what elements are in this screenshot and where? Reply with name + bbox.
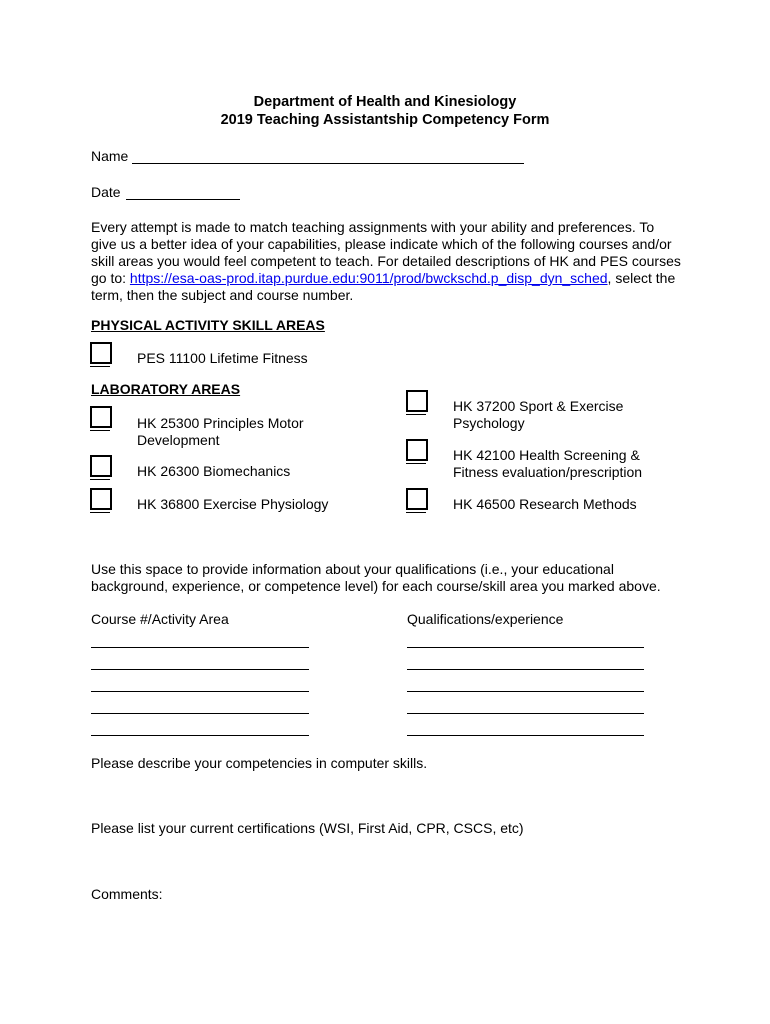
checkbox-hk-25300[interactable] — [90, 406, 112, 428]
qualifications-column-header: Qualifications/experience — [407, 611, 564, 627]
item-label-hk-42100: HK 42100 Health Screening & Fitness evaluation/prescription — [453, 447, 643, 480]
item-label-hk-37200: HK 37200 Sport & Exercise Psychology — [453, 398, 624, 431]
certifications-prompt: Please list your current certifications (WSI, First Aid, CPR, CSCS, etc) — [91, 820, 524, 836]
certifications-answer-area[interactable] — [91, 840, 681, 880]
course-line-5[interactable] — [91, 735, 309, 736]
date-label: Date — [91, 184, 121, 200]
item-label-hk-25300: HK 25300 Principles Motor Development — [137, 415, 304, 448]
course-line-4[interactable] — [91, 713, 309, 714]
course-line-1[interactable] — [91, 647, 309, 648]
intro-text: Every attempt is made to match teaching assignments with your ability and preferences. To give us a better idea of your capabilities, please indicate which of the following courses and/or skill areas you would feel competent to teach. For detailed descriptions of HK and PES courses go to: — [91, 219, 681, 286]
checkbox-hk-42100[interactable] — [406, 439, 428, 461]
computer-skills-answer-area[interactable] — [91, 775, 681, 815]
item-label-hk-26300: HK 26300 Biomechanics — [137, 463, 291, 479]
department-title: Department of Health and Kinesiology — [253, 94, 517, 110]
checkbox-hk-36800[interactable] — [90, 488, 112, 510]
physical-activity-heading: PHYSICAL ACTIVITY SKILL AREAS — [91, 317, 325, 333]
computer-skills-prompt: Please describe your competencies in computer skills. — [91, 755, 428, 771]
checkbox-hk-46500[interactable] — [406, 488, 428, 510]
schedule-link[interactable]: https://esa-oas-prod.itap.purdue.edu:9011/prod/bwckschd.p_disp_dyn_sched — [129, 270, 608, 286]
comments-label: Comments: — [91, 886, 163, 902]
qualification-line-4[interactable] — [407, 713, 644, 714]
intro-paragraph — [91, 219, 681, 304]
checkbox-hk-37200[interactable] — [406, 390, 428, 412]
name-label: Name — [91, 148, 129, 164]
checkbox-pes-11100[interactable] — [90, 342, 112, 364]
course-line-2[interactable] — [91, 669, 309, 670]
qualification-line-2[interactable] — [407, 669, 644, 670]
item-label-hk-46500: HK 46500 Research Methods — [453, 496, 637, 512]
comments-answer-area[interactable] — [91, 906, 681, 996]
laboratory-heading: LABORATORY AREAS — [91, 381, 241, 397]
name-field[interactable] — [132, 163, 524, 164]
form-title: 2019 Teaching Assistantship Competency Form — [220, 112, 550, 128]
qualification-line-1[interactable] — [407, 647, 644, 648]
checkbox-hk-26300[interactable] — [90, 455, 112, 477]
qualifications-instructions: Use this space to provide information about your qualifications (i.e., your educational background, experience, or competence level) for each course/skill area you marked above. — [91, 561, 661, 594]
course-column-header: Course #/Activity Area — [91, 611, 229, 627]
qualification-line-5[interactable] — [407, 735, 644, 736]
intro-text-end: , select the term, then the subject and course number. — [91, 270, 676, 303]
course-line-3[interactable] — [91, 691, 309, 692]
qualification-line-3[interactable] — [407, 691, 644, 692]
item-label-hk-36800: HK 36800 Exercise Physiology — [137, 496, 329, 512]
date-field[interactable] — [126, 199, 240, 200]
item-label-pes-11100: PES 11100 Lifetime Fitness — [137, 350, 308, 366]
